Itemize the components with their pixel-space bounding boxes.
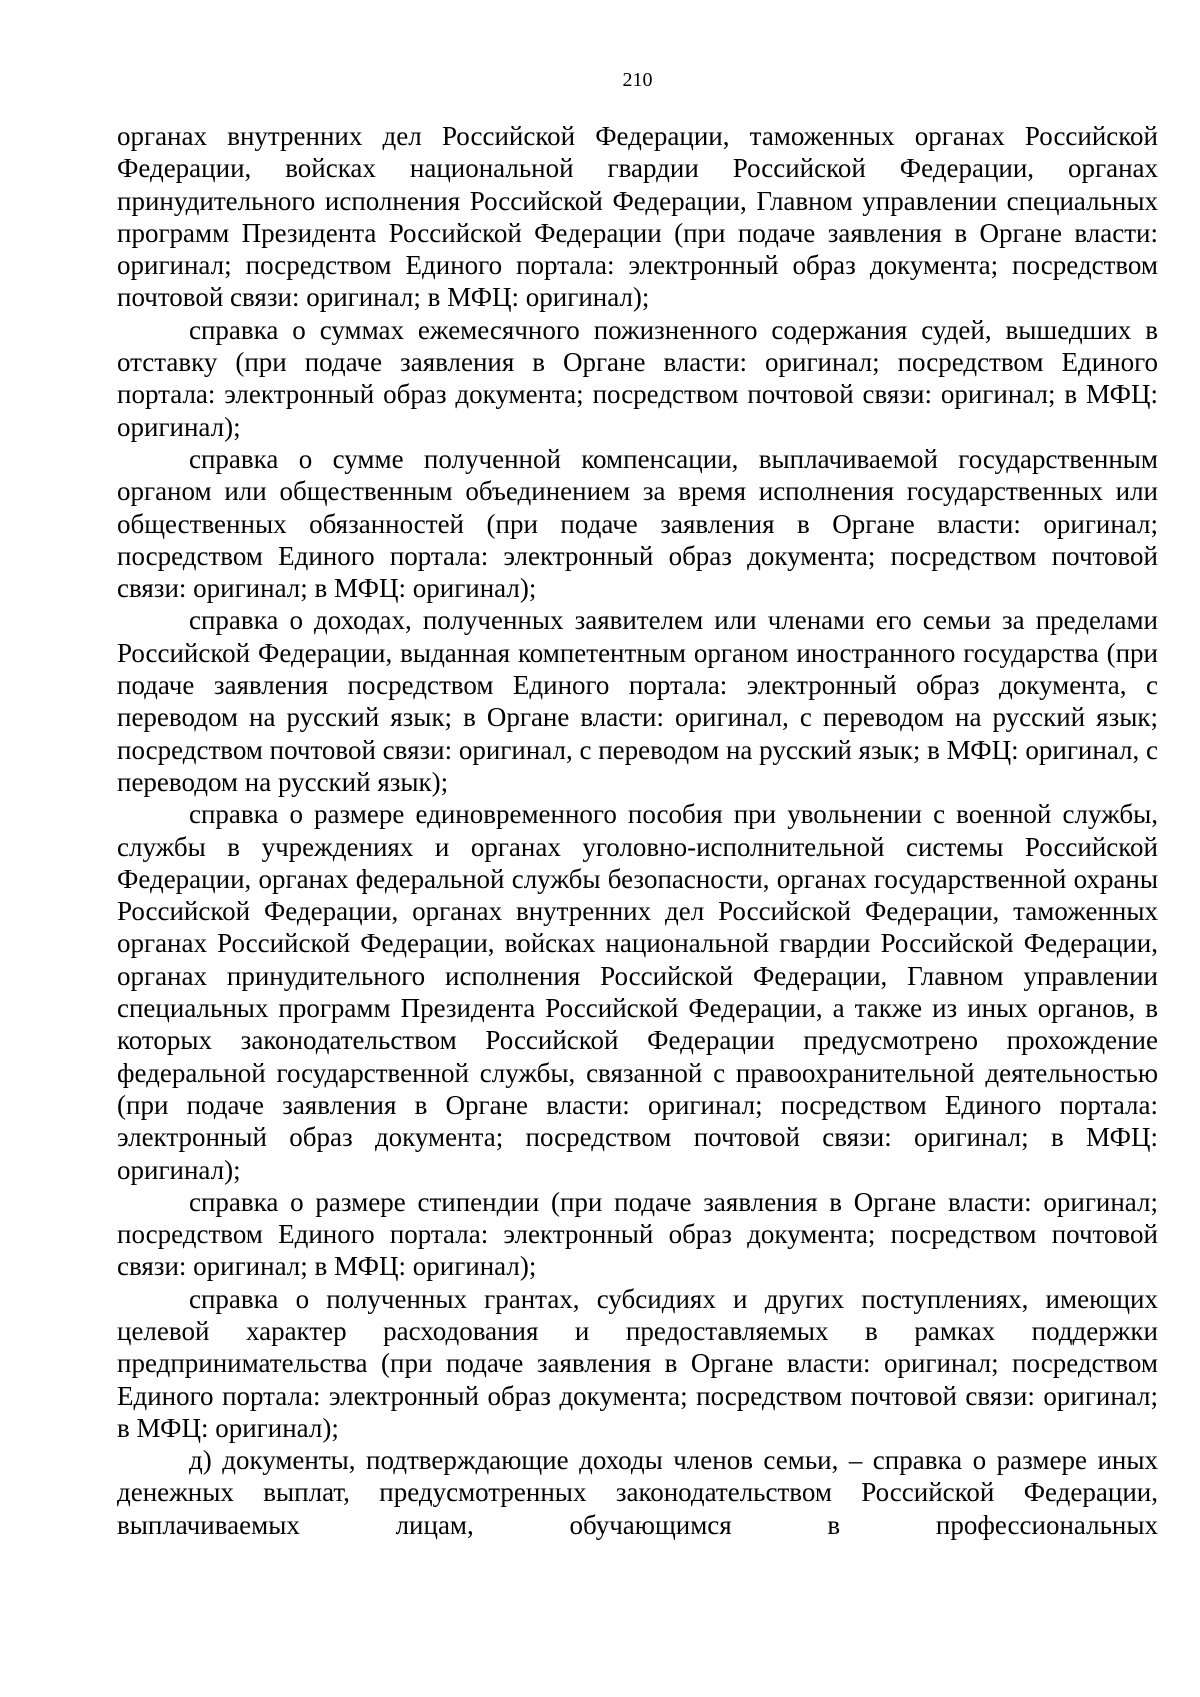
paragraph-lifetime-maintenance-judges: справка о суммах ежемесячного пожизненного содержания судей, вышедших в отставку (при подаче заявления в Органе власти: оригинал; посредством Единого портала: электронный образ документа; посредством почтовой связи: оригинал; в МФЦ: оригинал);	[117, 314, 1158, 442]
page-number: 210	[622, 69, 653, 91]
paragraph-stipend-certificate: справка о размере стипендии (при подаче заявления в Органе власти: оригинал; посредством Единого портала: электронный образ документа; посредством почтовой связи: оригинал; в МФЦ: оригинал);	[117, 1186, 1158, 1282]
paragraph-severance-allowance-certificate: справка о размере единовременного пособия при увольнении с военной службы, службы в учреждениях и органах уголовно-исполнительной системы Российской Федерации, органах федеральной службы безопасности, органах государственной охраны Российской Федерации, органах внутренних дел Российской Федерации, таможенных органах Российской Федерации, войсках национальной гвардии Российской Федерации, органах принудительного исполнения Российской Федерации, Главном управлении специальных программ Президента Российской Федерации, а также из иных органов, в которых законодательством Российской Федерации предусмотрено прохождение федеральной государственной службы, связанной с правоохранительной деятельностью (при подаче заявления в Органе власти: оригинал; посредством Единого портала: электронный образ документа; посредством почтовой связи: оригинал; в МФЦ: оригинал);	[117, 799, 1158, 1185]
paragraph-continuation: органах внутренних дел Российской Федерации, таможенных органах Российской Федерации, войсках национальной гвардии Российской Федерации, органах принудительного исполнения Российской Федерации, Главном управлении специальных программ Президента Российской Федерации (при подаче заявления в Органе власти: оригинал; посредством Единого портала: электронный образ документа; посредством почтовой связи: оригинал; в МФЦ: оригинал);	[117, 121, 1158, 313]
paragraph-family-income-documents: д) документы, подтверждающие доходы членов семьи, – справка о размере иных денежных выплат, предусмотренных законодательством Российской Федерации, выплачиваемых лицам, обучающимся в профессиональных	[117, 1445, 1158, 1540]
paragraph-compensation-certificate: справка о сумме полученной компенсации, выплачиваемой государственным органом или общественным объединением за время исполнения государственных или общественных обязанностей (при подаче заявления в Органе власти: оригинал; посредством Единого портала: электронный образ документа; посредством почтовой связи: оригинал; в МФЦ: оригинал);	[117, 443, 1158, 604]
paragraph-grants-subsidies-certificate: справка о полученных грантах, субсидиях и других поступлениях, имеющих целевой характер расходования и предоставляемых в рамках поддержки предпринимательства (при подаче заявления в Органе власти: оригинал; посредством Единого портала: электронный образ документа; посредством почтовой связи: оригинал; в МФЦ: оригинал);	[117, 1283, 1158, 1443]
paragraph-foreign-income-certificate: справка о доходах, полученных заявителем или членами его семьи за пределами Российской Федерации, выданная компетентным органом иностранного государства (при подаче заявления посредством Единого портала: электронный образ документа, с переводом на русский язык; в Органе власти: оригинал, с переводом на русский язык; посредством почтовой связи: оригинал, с переводом на русский язык; в МФЦ: оригинал, с переводом на русский язык);	[117, 605, 1158, 797]
document-body	[117, 120, 1158, 1541]
